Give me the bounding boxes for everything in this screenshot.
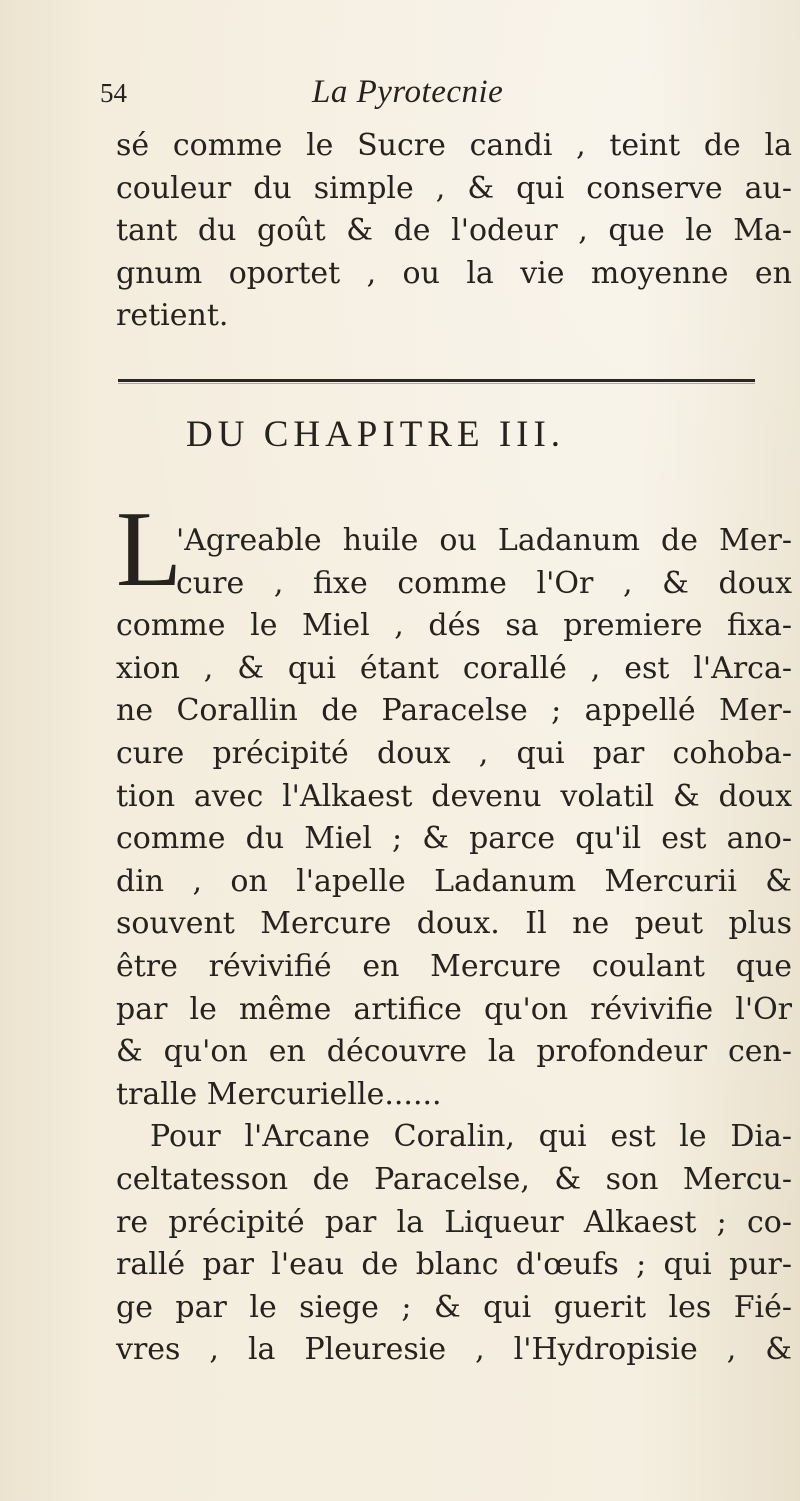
- text-line: celtatesson de Paracelse, & son Mercu-: [116, 1161, 792, 1197]
- chapter-heading: DU CHAPITRE III.: [186, 414, 566, 455]
- text-line: din , on l'apelle Ladanum Mercurii &: [116, 863, 792, 899]
- text-line: retient.: [116, 298, 229, 334]
- text-line: être révivifié en Mercure coulant que: [116, 948, 792, 984]
- intro-paragraph: [116, 125, 792, 338]
- text-line: rallé par l'eau de blanc d'œufs ; qui pur-: [116, 1247, 792, 1283]
- text-line: comme du Miel ; & parce qu'il est ano-: [116, 821, 792, 857]
- text-line: 'Agreable huile ou Ladanum de Mer-: [176, 523, 792, 558]
- text-line: gnum oportet , ou la vie moyenne en: [116, 255, 792, 291]
- text-line: cure , fixe comme l'Or , & doux: [176, 565, 792, 601]
- text-line: & qu'on en découvre la profondeur cen-: [116, 1034, 792, 1070]
- page-number: 54: [100, 78, 127, 108]
- text-line: comme le Miel , dés sa premiere fixa-: [116, 608, 792, 644]
- text-line: couleur du simple , & qui conserve au-: [116, 170, 792, 206]
- text-line: sé comme le Sucre candi , teint de la: [116, 128, 792, 163]
- drop-cap: L: [116, 490, 182, 609]
- chapter-body: [116, 520, 792, 1372]
- page-header: [100, 74, 740, 124]
- text-line: re précipité par la Liqueur Alkaest ; co-: [116, 1204, 792, 1240]
- text-line: vres , la Pleuresie , l'Hydropisie , &: [116, 1332, 792, 1368]
- text-line: tant du goût & de l'odeur , que le Ma-: [116, 213, 792, 249]
- text-line: ge par le siege ; & qui guerit les Fié-: [116, 1289, 792, 1325]
- text-line: souvent Mercure doux. Il ne peut plus: [116, 906, 792, 942]
- running-title: La Pyrotecnie: [312, 74, 504, 110]
- text-line: tralle Mercurielle......: [116, 1076, 442, 1112]
- text-line: par le même artifice qu'on révivifie l'Or: [116, 991, 792, 1027]
- text-line: xion , & qui étant corallé , est l'Arca-: [116, 650, 792, 686]
- section-divider: [118, 379, 755, 382]
- text-line: Pour l'Arcane Coralin, qui est le Dia-: [150, 1119, 792, 1155]
- text-line: tion avec l'Alkaest devenu volatil & doux: [116, 778, 792, 814]
- text-line: cure précipité doux , qui par cohoba-: [116, 735, 792, 771]
- text-line: ne Corallin de Paracelse ; appellé Mer-: [116, 693, 792, 729]
